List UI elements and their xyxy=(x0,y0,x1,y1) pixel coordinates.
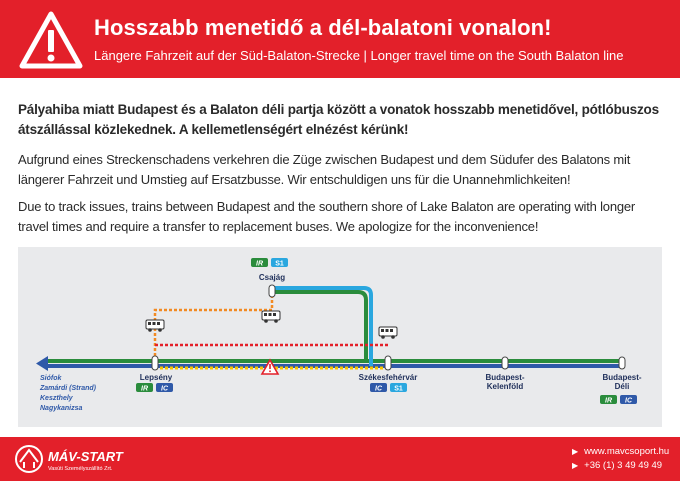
alert-header xyxy=(0,0,680,78)
station-label-deli-2: Déli xyxy=(614,382,630,391)
bus-icon-csajag xyxy=(262,311,280,323)
arrow-right-icon: ▶ xyxy=(572,461,579,470)
badge-ir-deli xyxy=(600,395,617,404)
station-marker-kelenfold xyxy=(502,357,508,369)
contact-info xyxy=(572,445,669,473)
svg-text:IC: IC xyxy=(625,397,632,405)
station-marker-lepseny xyxy=(152,356,158,370)
footer-bar xyxy=(0,437,680,481)
svg-text:S1: S1 xyxy=(394,385,403,393)
destination-zamardi: Zamárdi (Strand) xyxy=(40,385,97,392)
badge-ic-szekesfehervar xyxy=(370,383,387,392)
warning-icon xyxy=(18,10,84,72)
badge-ir-lepseny xyxy=(136,383,153,392)
csajag-line-cyan xyxy=(272,288,371,366)
svg-text:IR: IR xyxy=(256,260,263,268)
svg-text:S1: S1 xyxy=(275,260,284,268)
station-label-kelenfold-1: Budapest- xyxy=(485,373,525,382)
badge-ic-lepseny xyxy=(156,383,173,392)
notice-english: Due to track issues, trains between Budapest and the southern shore of Lake Balaton are operating with longer travel times and require a transfer to replacement buses. We apologize for the inconvenience! xyxy=(18,199,636,234)
svg-text:MÁV-START: MÁV-START xyxy=(48,449,123,464)
arrow-right-icon: ▶ xyxy=(572,447,579,456)
station-label-szekesfehervar: Székesfehérvár xyxy=(358,373,418,382)
destination-nagykanizsa: Nagykanizsa xyxy=(40,405,83,412)
bus-icon-szekesfehervar xyxy=(379,327,397,339)
route-diagram xyxy=(18,247,662,427)
svg-text:IR: IR xyxy=(605,397,612,405)
station-label-lepseny: Lepsény xyxy=(139,373,173,382)
badge-ir-csajag xyxy=(251,258,268,267)
west-arrow-icon xyxy=(36,356,48,371)
bus-route-orange xyxy=(155,292,272,361)
phone-number: +36 (1) 3 49 49 49 xyxy=(584,460,663,471)
badge-s1-csajag xyxy=(271,258,288,267)
csajag-line-green xyxy=(272,292,366,361)
svg-text:Vasúti Személyszállító Zrt.: Vasúti Személyszállító Zrt. xyxy=(48,466,113,472)
svg-text:IC: IC xyxy=(375,385,382,393)
station-label-deli-1: Budapest- xyxy=(602,373,642,382)
badge-ic-deli xyxy=(620,395,637,404)
station-label-kelenfold-2: Kelenföld xyxy=(486,382,524,391)
notice-hungarian: Pályahiba miatt Budapest és a Balaton déli partja között a vonatok hosszabb menetidővel, pótlóbuszos átszállással közlekednek. A kellemetlenségért elnézést kérünk! xyxy=(18,102,659,137)
station-label-csajag: Csajág xyxy=(258,273,286,282)
notice-german: Aufgrund eines Streckenschadens verkehren die Züge zwischen Budapest und dem Südufer des Balatons mit längerer Fahrzeit und Umstieg auf Ersatzbusse. Wir entschuldigen uns für die Unannehmlichkeiten! xyxy=(18,152,631,187)
svg-text:IR: IR xyxy=(141,385,148,393)
alert-subtitle: Längere Fahrzeit auf der Süd-Balaton-Strecke | Longer travel time on the South Balaton line xyxy=(94,48,624,63)
badge-s1-szekesfehervar xyxy=(390,383,407,392)
alert-title: Hosszabb menetidő a dél-balatoni vonalon! xyxy=(94,15,552,40)
svg-text:IC: IC xyxy=(161,385,168,393)
station-marker-csajag xyxy=(269,285,275,297)
mav-start-logo xyxy=(14,442,144,476)
website-link[interactable]: www.mavcsoport.hu xyxy=(584,446,670,457)
destination-siofok: Siófok xyxy=(40,375,62,382)
station-marker-szekesfehervar xyxy=(385,356,391,370)
station-marker-deli xyxy=(619,357,625,369)
website-row[interactable] xyxy=(572,445,669,459)
destination-keszthely: Keszthely xyxy=(40,395,73,402)
phone-row xyxy=(572,459,669,473)
route-map xyxy=(18,247,662,427)
